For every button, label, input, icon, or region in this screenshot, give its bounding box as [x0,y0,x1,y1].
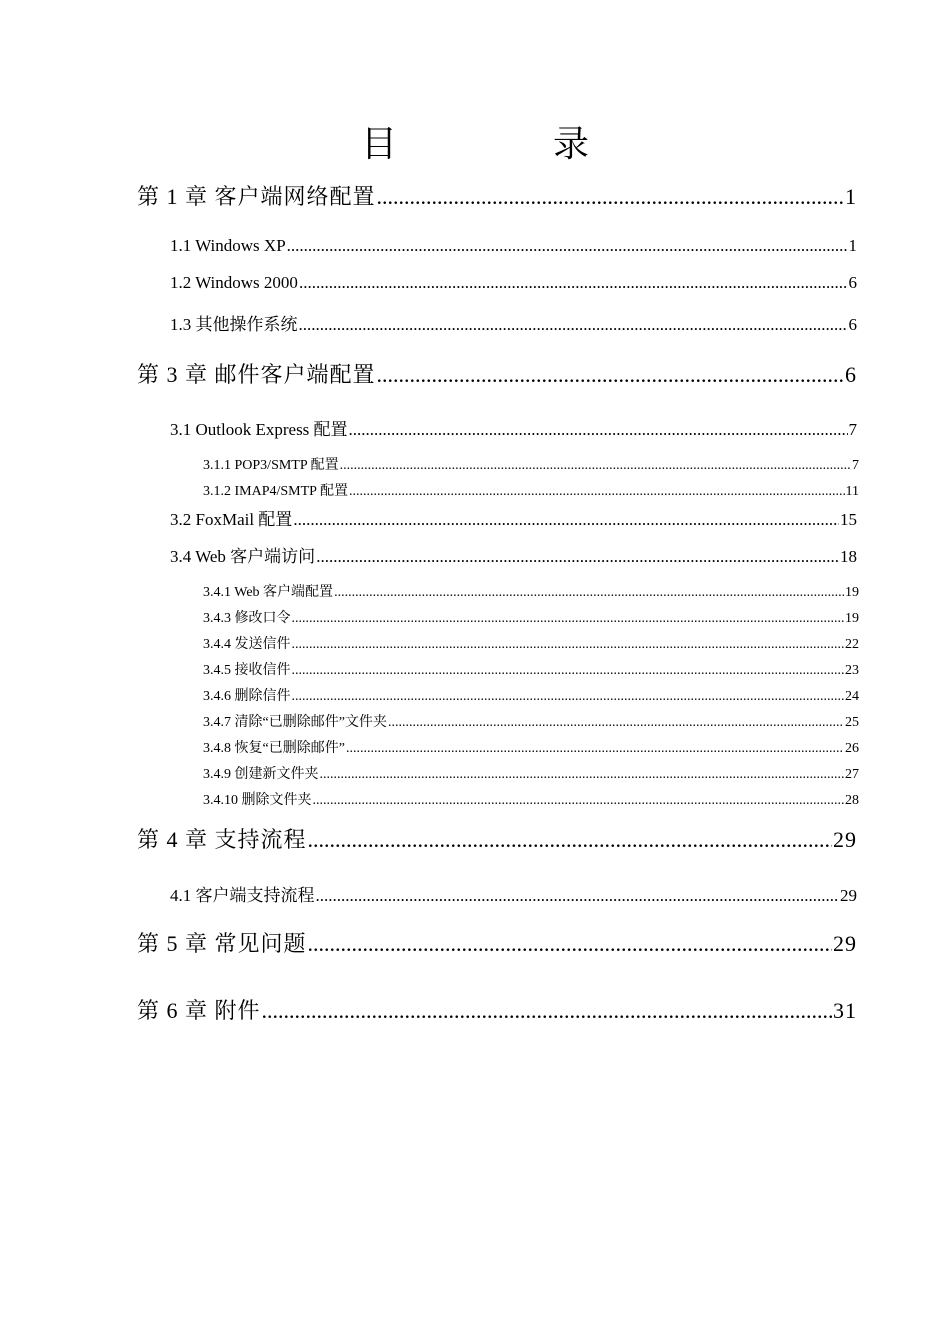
toc-entry-label: 3.4.3 修改口令 [203,611,291,626]
toc-entry-level-1[interactable] [137,927,857,958]
toc-entry-level-3[interactable] [203,685,859,705]
toc-entry-level-3[interactable] [203,659,859,679]
toc-entry-level-2[interactable] [170,236,857,256]
toc-entry-page-number: 19 [845,611,859,626]
toc-entry-label: 3.2 FoxMail 配置 [170,510,293,529]
toc-entry-label: 3.4.9 创建新文件夹 [203,767,319,782]
toc-entry-label: 4.1 客户端支持流程 [170,886,315,905]
toc-entry-level-2[interactable] [170,881,857,906]
toc-entry-page-number: 27 [845,767,859,782]
toc-dot-leader [316,886,840,906]
toc-entry-level-3[interactable] [203,607,859,627]
toc-entry-label: 3.4.1 Web 客户端配置 [203,585,334,600]
toc-entry-label: 第 3 章 邮件客户端配置 [137,362,376,387]
toc-dot-leader [292,663,845,679]
toc-entry-page-number: 18 [840,547,857,566]
toc-dot-leader [340,458,851,474]
toc-entry-page-number: 11 [845,484,859,499]
toc-entry-label: 第 1 章 客户端网络配置 [137,184,376,209]
toc-entry-label: 3.4.8 恢复“已删除邮件” [203,741,345,756]
toc-entry-page-number: 6 [848,273,857,292]
toc-dot-leader [313,793,845,809]
toc-dot-leader [316,547,839,567]
toc-entry-label: 3.1 Outlook Express 配置 [170,420,348,439]
toc-dot-leader [292,611,845,627]
toc-entry-level-3[interactable] [203,454,859,474]
toc-entry-page-number: 24 [845,689,859,704]
toc-dot-leader [320,767,845,783]
toc-entry-level-3[interactable] [203,737,859,757]
toc-entry-level-1[interactable] [137,994,857,1025]
toc-entry-page-number: 19 [845,585,859,600]
toc-entry-page-number: 6 [848,315,857,334]
toc-entry-label: 3.1.1 POP3/SMTP 配置 [203,458,339,473]
toc-dot-leader [299,315,848,335]
toc-entry-page-number: 29 [840,886,857,905]
toc-entry-level-1[interactable] [137,180,857,211]
toc-entry-page-number: 6 [845,362,857,387]
toc-entry-page-number: 23 [845,663,859,678]
toc-entry-page-number: 26 [845,741,859,756]
toc-entry-label: 1.2 Windows 2000 [170,273,298,292]
toc-entry-label: 3.4.5 接收信件 [203,663,291,678]
toc-entry-level-3[interactable] [203,480,859,500]
toc-dot-leader [293,510,839,530]
toc-entry-page-number: 31 [833,998,857,1023]
toc-dot-leader [377,362,844,388]
toc-entry-page-number: 1 [845,184,857,209]
toc-entry-page-number: 25 [845,715,859,730]
toc-entry-label: 第 6 章 附件 [137,998,261,1023]
toc-entry-label: 3.4.4 发送信件 [203,637,291,652]
toc-entry-label: 第 5 章 常见问题 [137,931,307,956]
toc-dot-leader [308,931,832,957]
toc-entry-level-2[interactable] [170,542,857,567]
toc-dot-leader [287,236,848,256]
toc-dot-leader [308,827,832,853]
toc-entry-level-1[interactable] [137,823,857,854]
toc-entry-label: 3.4.10 删除文件夹 [203,793,312,808]
toc-entry-label: 3.4 Web 客户端访问 [170,547,316,566]
toc-entry-level-3[interactable] [203,763,859,783]
toc-entry-level-3[interactable] [203,581,859,601]
page-title: 目 录 [360,124,649,164]
toc-dot-leader [349,484,845,500]
toc-dot-leader [346,741,844,757]
toc-entry-level-3[interactable] [203,633,859,653]
toc-dot-leader [292,637,845,653]
toc-entry-level-2[interactable] [170,505,857,530]
toc-entry-page-number: 15 [840,510,857,529]
toc-entry-page-number: 29 [833,827,857,852]
toc-entry-level-2[interactable] [170,310,857,335]
toc-entry-label: 3.1.2 IMAP4/SMTP 配置 [203,484,348,499]
toc-entry-level-3[interactable] [203,789,859,809]
toc-entry-level-3[interactable] [203,711,859,731]
toc-entry-level-2[interactable] [170,273,857,293]
toc-entry-level-1[interactable] [137,358,857,389]
toc-dot-leader [349,420,848,440]
toc-entry-page-number: 28 [845,793,859,808]
toc-dot-leader [292,689,845,705]
toc-entry-page-number: 22 [845,637,859,652]
toc-dot-leader [262,998,832,1024]
toc-entry-level-2[interactable] [170,415,857,440]
toc-entry-page-number: 7 [848,420,857,439]
toc-entry-page-number: 7 [852,458,859,473]
toc-entry-page-number: 1 [848,236,857,255]
toc-entry-label: 1.1 Windows XP [170,236,286,255]
toc-dot-leader [299,273,848,293]
toc-entry-label: 3.4.7 清除“已删除邮件”文件夹 [203,715,387,730]
toc-entry-label: 第 4 章 支持流程 [137,827,307,852]
toc-entry-label: 3.4.6 删除信件 [203,689,291,704]
toc-entry-page-number: 29 [833,931,857,956]
toc-entry-label: 1.3 其他操作系统 [170,315,298,334]
toc-dot-leader [334,585,844,601]
toc-dot-leader [377,184,844,210]
toc-dot-leader [388,715,844,731]
